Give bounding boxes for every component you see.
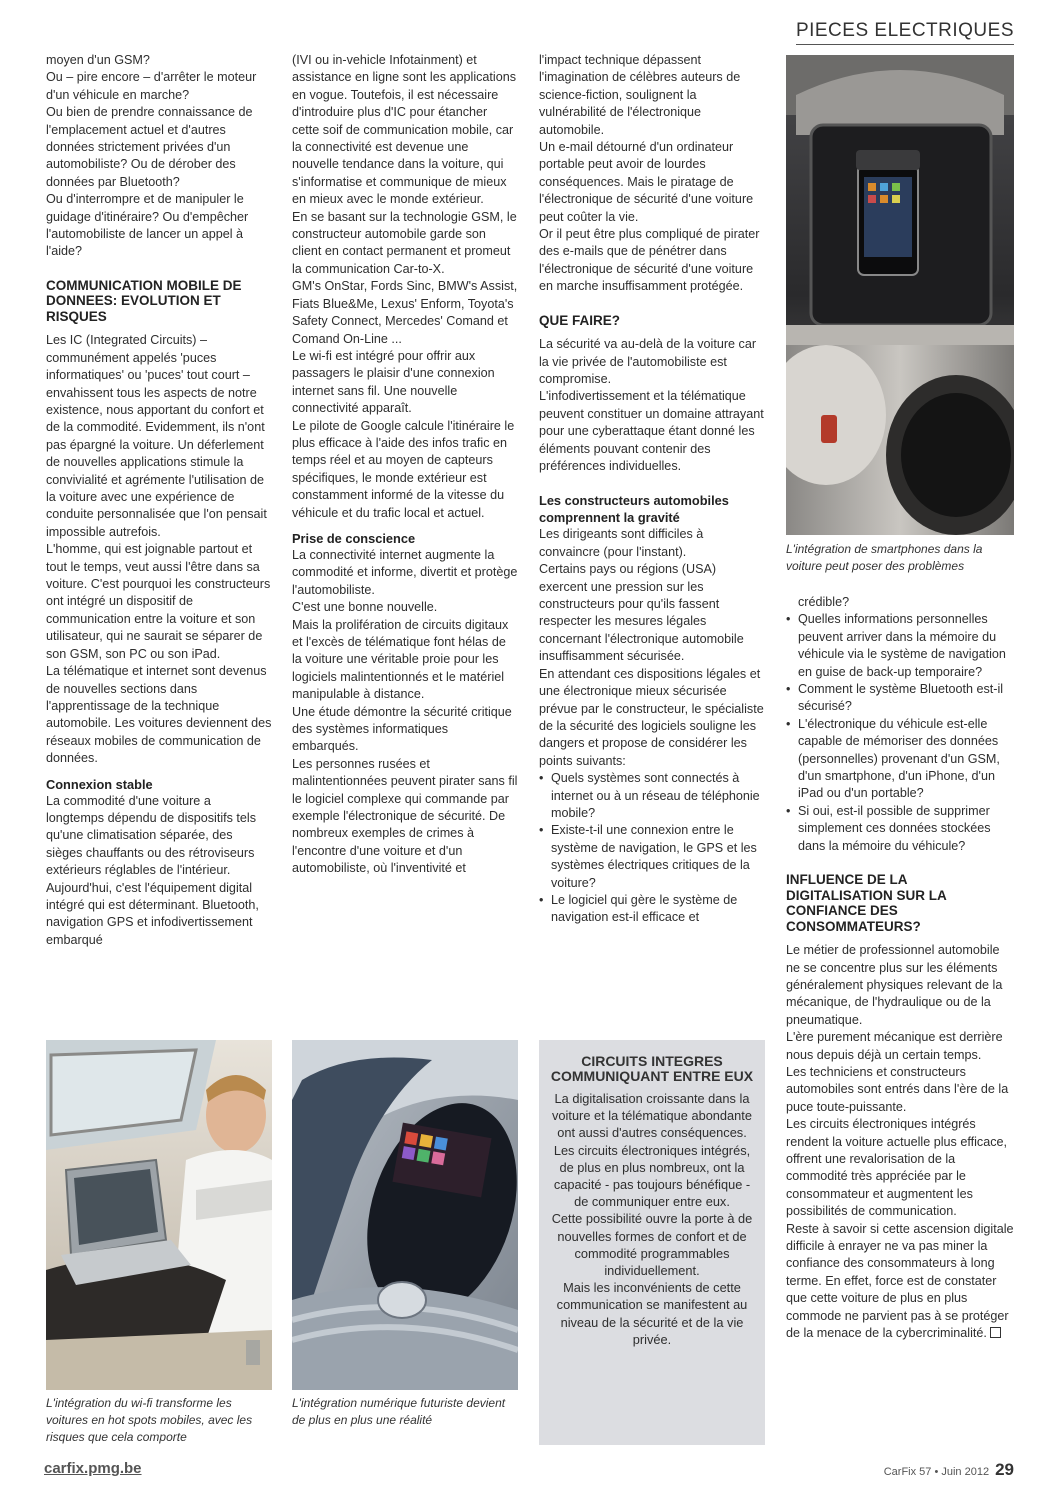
list-item: • Existe-t-il une connexion entre le système de navigation, le GPS et les systèmes électriques critiques de la voiture? xyxy=(539,822,765,892)
paragraph: La commodité d'une voiture a longtemps dépendu de dispositifs tels qu'une climatisation séparée, des sièges chauffants ou des rétroviseurs extérieurs réglables de l'intérieur. Aujourd'hui, c'est l'équipement digital intégré qui est déterminant. Bluetooth, navigation GPS et infodivertissement embarqué xyxy=(46,793,259,947)
sub-heading: Prise de conscience xyxy=(292,530,416,546)
dashboard-photo xyxy=(292,1040,518,1390)
paragraph: Les IC (Integrated Circuits) – communément appelés 'puces informatiques' ou 'puces' tout court – envahissent tous les aspects de notre existence, nous apportant du confort et de la commodité. Evidemment, ils n'ont pas épargné la voiture. Un déferlement de nouvelles applications stimule la convivialité et agrémente l'utilisation de la voiture avec une expérience de conduite personnalisée que l'on pensait impossible autrefois. xyxy=(46,333,267,539)
laptop-car-photo xyxy=(46,1040,272,1390)
paragraph: L'infodivertissement et la télématique peuvent constituer un domaine attrayant pour une cyberattaque étant donné les éléments pouvant contenir des préférences individuelles. xyxy=(539,389,764,474)
paragraph: La télématique et internet sont devenus de nouvelles sections dans l'apprentissage de la technique automobile. Les voitures deviennent des réseaux mobiles de communication de données. xyxy=(46,664,272,766)
paragraph: En se basant sur la technologie GSM, le constructeur automobile garde son client en contact permanent et promeut la communication Car-to-X. xyxy=(292,209,517,276)
paragraph: Le wi-fi est intégré pour offrir aux passagers le plaisir d'une connexion internet sans fil. Une nouvelle connectivité apparaît. xyxy=(292,348,495,416)
list-item: • Quels systèmes sont connectés à internet ou à un réseau de téléphonie mobile? xyxy=(539,770,765,822)
list-item: • L'électronique du véhicule est-elle capable de mémoriser des données (personnelles) provenant d'un GSM, d'un smartphone, d'un iPhone, d'un iPad ou d'un portable? xyxy=(786,716,1014,803)
paragraph: La sécurité va au-delà de la voiture car la vie privée de l'automobiliste est compromise. xyxy=(539,337,757,386)
paragraph xyxy=(786,1221,1014,1343)
paragraph: Les dirigeants sont difficiles à convaincre (pour l'instant). xyxy=(539,527,704,559)
paragraph: Une étude démontre la sécurité critique des systèmes informatiques embarqués. xyxy=(292,704,512,754)
paragraph-text: Reste à savoir si cette ascension digitale difficile à enrayer ne va pas miner la confiance des consommateurs à long terme. En effet, force est de constater que cette voiture de plus en plus commode ne parvient pas à se protéger de la menace de la cybercriminalité. xyxy=(786,1221,1014,1341)
photo-caption: L'intégration numérique futuriste devient de plus en plus une réalité xyxy=(292,1396,506,1427)
paragraph: La connectivité internet augmente la commodité et informe, divertit et protège l'automobiliste. xyxy=(292,547,518,597)
list-item: • Comment le système Bluetooth est-il sécurisé? xyxy=(786,681,1014,716)
section-heading: COMMUNICATION MOBILE DE DONNEES: EVOLUTION ET RISQUES xyxy=(46,277,242,324)
section-heading: QUE FAIRE? xyxy=(539,312,621,328)
smartphone-console-photo xyxy=(786,55,1014,535)
box-paragraph: Les circuits électroniques intégrés, de plus en plus nombreux, ont la capacité - pas toujours bénéfique - de communiquer entre eux. xyxy=(553,1142,751,1210)
box-paragraph: Mais les inconvénients de cette communication se manifestent au niveau de la sécurité et de la vie privée. xyxy=(556,1280,748,1347)
sub-heading: Les constructeurs automobiles comprennent la gravité xyxy=(539,493,729,526)
section-heading: INFLUENCE DE LA DIGITALISATION SUR LA CONFIANCE DES CONSOMMATEURS? xyxy=(786,872,947,934)
box-title: CIRCUITS INTEGRES COMMUNIQUANT ENTRE EUX xyxy=(550,1053,754,1084)
column-3 xyxy=(539,52,765,1017)
page-footer xyxy=(884,1460,1014,1480)
list-item: • Quelles informations personnelles peuvent arriver dans la mémoire du véhicule via le système de navigation en guise de back-up temporaire? xyxy=(786,611,1014,681)
paragraph: L'homme, qui est joignable partout et tout le temps, veut aussi l'être dans sa voiture. C'est pourquoi les constructeurs ont intégré un dispositif de communication entre la voiture et son utilisateur, qui ne saurait se séparer de son GSM, son PC ou son iPad. xyxy=(46,542,271,661)
paragraph: moyen d'un GSM? xyxy=(46,53,150,67)
paragraph: Les personnes rusées et malintentionnées peuvent pirater sans fil le logiciel complexe qui commande par exemple l'électronique de sécurité. De nombreux exemples de crimes à l'encontre d'une voiture et d'un automobiliste, où l'inventivité et xyxy=(292,756,518,876)
end-mark-icon xyxy=(990,1327,1001,1338)
list-item: • Le logiciel qui gère le système de navigation est-il efficace et xyxy=(539,892,765,927)
paragraph: crédible? xyxy=(798,595,850,609)
sidebar-box xyxy=(539,1040,765,1445)
paragraph: Le métier de professionnel automobile ne se concentre plus sur les éléments généralement physiques relevant de la mécanique, de l'hydraulique ou de la pneumatique. xyxy=(786,943,1003,1027)
paragraph: GM's OnStar, Fords Sinc, BMW's Assist, Fiats Blue&Me, Lexus' Enform, Toyota's Safety Connect, Mercedes' Comand et Comand On-Line ... xyxy=(292,279,518,346)
bullet-list xyxy=(786,611,1014,855)
column-4 xyxy=(786,594,1014,1439)
paragraph: Les circuits électroniques intégrés rendent la voiture actuelle plus efficace, offrent une revalorisation de la commodité très appréciée par le consommateur et augmentent les possibilités de communication. xyxy=(786,1117,1007,1219)
paragraph: Le pilote de Google calcule l'itinéraire le plus efficace à l'aide des infos trafic en temps réel et au moyen de capteurs spécifiques, le monde extérieur est constamment informé de la vitesse du véhicule et du trafic local et actuel. xyxy=(292,418,515,520)
paragraph: (IVI ou in-vehicle Infotainment) et assistance en ligne sont les applications en vogue. Toutefois, il est nécessaire d'introduire plus d'IC pour étancher cette soif de communication mobile, car la connectivité est devenue une nouvelle tendance dans la voiture, qui s'informatise et communique de mieux en mieux avec le monde extérieur. xyxy=(292,53,517,207)
paragraph: Les techniciens et constructeurs automobiles sont entrés dans l'ère de la puce toute-puissante. xyxy=(786,1064,1009,1114)
box-paragraph: Cette possibilité ouvre la porte à de nouvelles formes de confort et de commodité programmables individuellement. xyxy=(551,1211,753,1279)
paragraph: Certains pays ou régions (USA) exercent une pression sur les constructeurs pour qu'ils fassent respecter les mesures légales concernant l'électronique automobile insuffisamment sécurisée. xyxy=(539,562,744,664)
section-title: PIECES ELECTRIQUES xyxy=(796,20,1014,45)
column-2 xyxy=(292,52,518,1017)
photo-caption: L'intégration de smartphones dans la voiture peut poser des problèmes xyxy=(786,542,983,573)
box-paragraph: La digitalisation croissante dans la voiture et la télématique abondante ont aussi d'autres conséquences. xyxy=(552,1091,752,1141)
photo-caption: L'intégration du wi-fi transforme les voitures en hot spots mobiles, avec les risques que cela comporte xyxy=(46,1396,253,1444)
list-item: • Si oui, est-il possible de supprimer simplement ces données stockées dans la mémoire du véhicule? xyxy=(786,803,1014,855)
bullet-list xyxy=(539,770,765,927)
website-link[interactable]: carfix.pmg.be xyxy=(44,1460,142,1477)
page-number: 29 xyxy=(995,1460,1014,1479)
paragraph: C'est une bonne nouvelle. xyxy=(292,600,438,615)
paragraph: Ou – pire encore – d'arrêter le moteur d'un véhicule en marche? xyxy=(46,70,257,102)
sub-heading: Connexion stable xyxy=(46,776,153,792)
paragraph: L'ère purement mécanique est derrière nous depuis déjà un certain temps. xyxy=(786,1030,1003,1062)
paragraph: Mais la prolifération de circuits digitaux et l'excès de télématique font hélas de la voiture une véritable proie pour les logiciels malintentionnés et le matériel manipulable à distance. xyxy=(292,617,509,702)
column-1 xyxy=(46,52,272,1022)
issue-label: CarFix 57 • Juin 2012 xyxy=(883,1466,990,1478)
paragraph: l'impact technique dépassent l'imagination de célèbres auteurs de science-fiction, soulignent la vulnérabilité de l'électronique automobile. xyxy=(539,53,741,137)
paragraph: Ou d'interrompre et de manipuler le guidage d'itinéraire? Ou d'empêcher l'automobiliste de lancer un appel à l'aide? xyxy=(46,192,249,259)
paragraph: Or il peut être plus compliqué de pirater des e-mails que de pénétrer dans l'électronique de sécurité d'une voiture en marche insuffisamment protégée. xyxy=(539,227,760,294)
paragraph: Ou bien de prendre connaissance de l'emplacement actuel et d'autres données strictement privées d'un automobiliste? Ou de dérober des données par Bluetooth? xyxy=(46,105,253,189)
paragraph: En attendant ces dispositions légales et une électronique mieux sécurisée prévue par le constructeur, le spécialiste de la sécurité des logiciels souligne les dangers et propose de considérer les points suivants: xyxy=(539,666,764,768)
paragraph: Un e-mail détourné d'un ordinateur portable peut avoir de lourdes conséquences. Mais le piratage de l'électronique de sécurité d'une voiture peut coûter la vie. xyxy=(539,140,754,224)
